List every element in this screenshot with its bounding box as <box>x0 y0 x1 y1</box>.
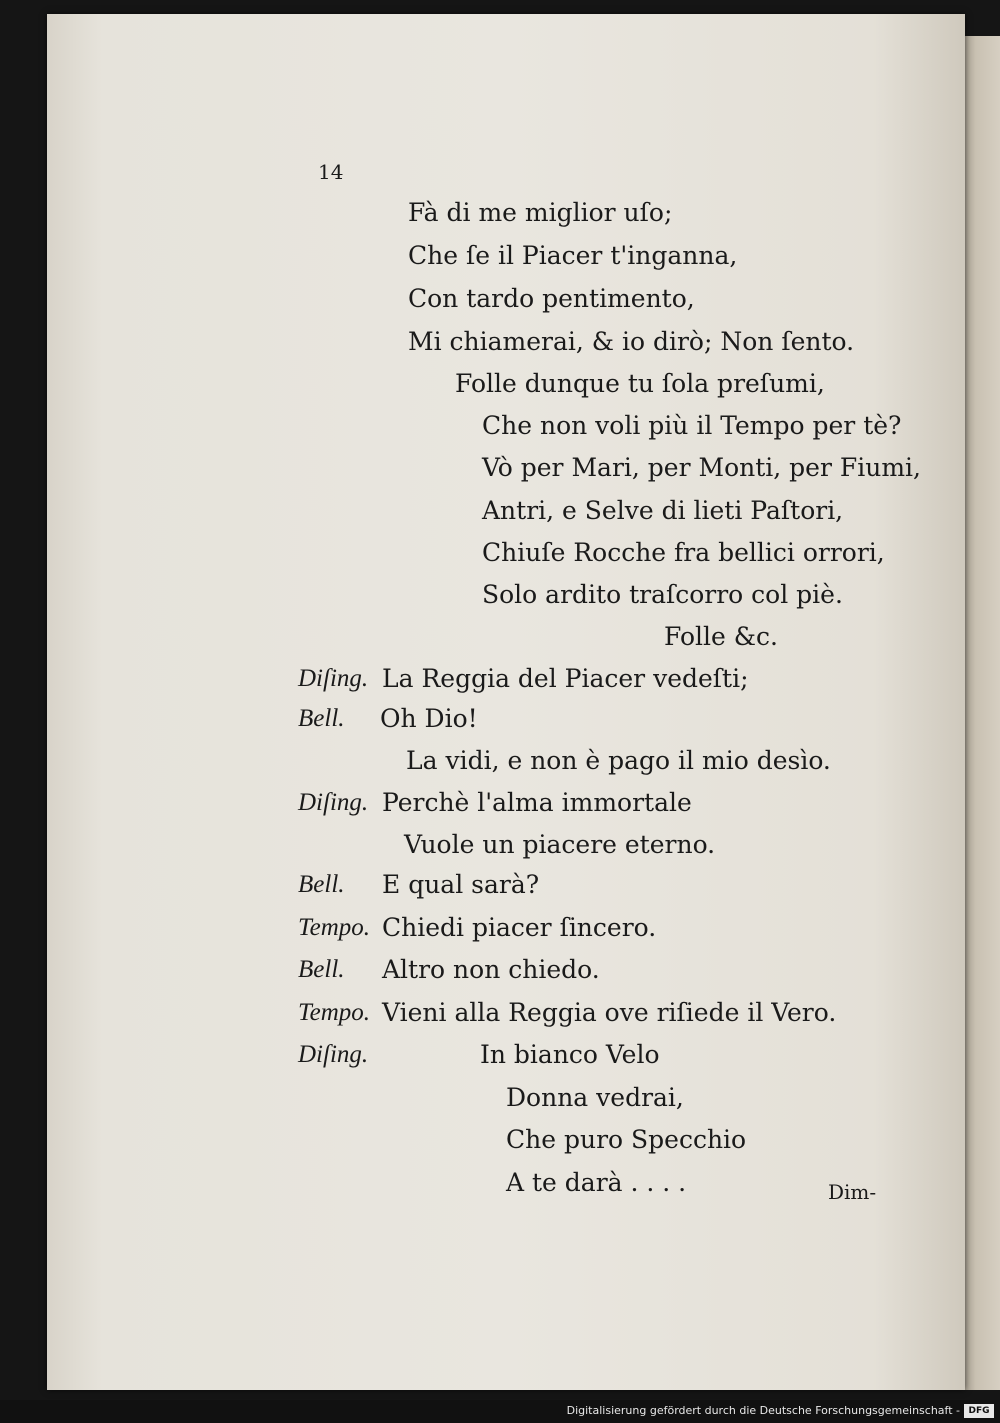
verse-line: Perchè l'alma immortale <box>382 788 692 817</box>
speaker-label: Bell. <box>298 871 345 898</box>
speaker-label: Diſing. <box>298 1041 369 1068</box>
verse-line: Con tardo pentimento, <box>408 284 695 313</box>
verse-line: Vuole un piacere eterno. <box>404 830 716 859</box>
catchword: Dim- <box>828 1180 877 1204</box>
next-page-edge <box>960 36 1000 1390</box>
footer-credit: Digitalisierung gefördert durch die Deutsche Forschungsgemeinschaft - <box>566 1404 960 1417</box>
verse-line: Che puro Specchio <box>506 1125 747 1154</box>
dfg-logo-icon: DFG <box>964 1404 994 1418</box>
speaker-label: Bell. <box>298 956 345 983</box>
verse-line: Che non voli più il Tempo per tè? <box>482 411 902 440</box>
page-number: 14 <box>318 160 344 184</box>
verse-line: Altro non chiedo. <box>382 955 600 984</box>
verse-line: Donna vedrai, <box>506 1083 684 1112</box>
verse-line: Chiedi piacer ſincero. <box>382 913 657 942</box>
verse-line: Mi chiamerai, & io dirò; Non ſento. <box>408 327 855 356</box>
verse-line: La Reggia del Piacer vedeſti; <box>382 664 749 693</box>
verse-line: Folle dunque tu ſola preſumi, <box>455 369 825 398</box>
verse-line: Antri, e Selve di lieti Paſtori, <box>482 496 844 525</box>
verse-line: E qual sarà? <box>382 870 540 899</box>
speaker-label: Bell. <box>298 705 345 732</box>
verse-line: Folle &c. <box>664 622 778 651</box>
verse-line: In bianco Velo <box>480 1040 660 1069</box>
verse-line: Solo ardito traſcorro col piè. <box>482 580 843 609</box>
verse-line: Chiuſe Rocche fra bellici orrori, <box>482 538 885 567</box>
footer-bar <box>0 1400 1000 1423</box>
speaker-label: Diſing. <box>298 665 369 692</box>
speaker-label: Tempo. <box>298 999 371 1026</box>
verse-line: Che ſe il Piacer t'inganna, <box>408 241 738 270</box>
verse-line: A te darà . . . . <box>506 1168 687 1197</box>
verse-line: Fà di me miglior uſo; <box>408 198 673 227</box>
speaker-label: Diſing. <box>298 789 369 816</box>
verse-line: Vieni alla Reggia ove riſiede il Vero. <box>382 998 837 1027</box>
verse-line: Oh Dio! <box>380 704 478 733</box>
verse-line: Vò per Mari, per Monti, per Fiumi, <box>482 453 921 482</box>
verse-line: La vidi, e non è pago il mio desìo. <box>406 746 831 775</box>
speaker-label: Tempo. <box>298 914 371 941</box>
